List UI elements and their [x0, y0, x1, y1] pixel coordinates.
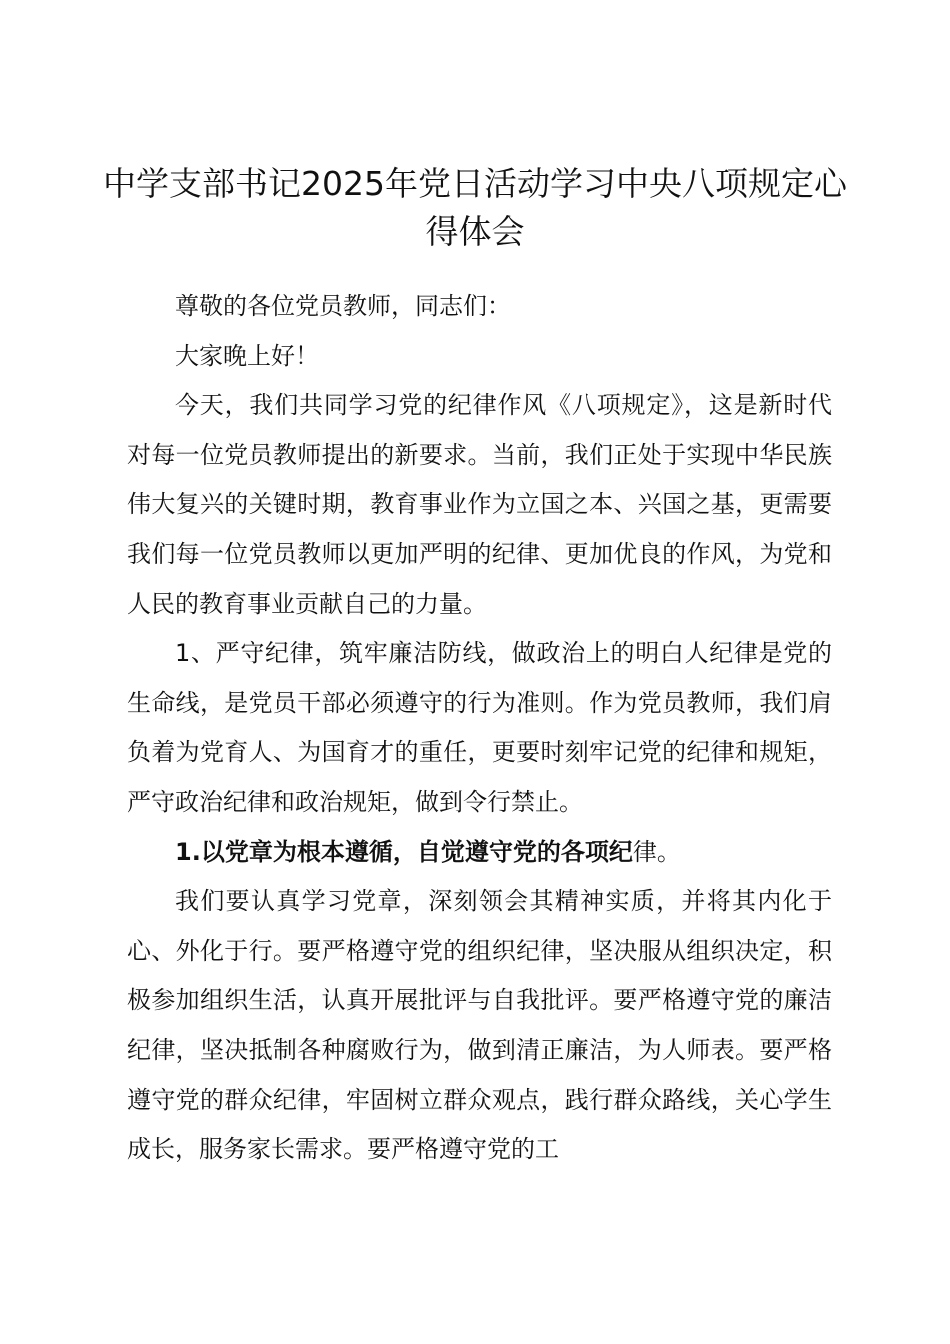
document-title: 中学支部书记2025年党日活动学习中央八项规定心得体会	[103, 164, 847, 251]
subheading-tail-text: 律。	[632, 837, 681, 866]
subheading-bold-text: 1.以党章为根本遵循，自觉遵守党的各项纪	[175, 837, 633, 866]
greeting-paragraph: 大家晚上好！	[175, 341, 319, 370]
subheading-paragraph	[127, 828, 832, 878]
intro-paragraph: 今天，我们共同学习党的纪律作风《八项规定》，这是新时代对每一位党员教师提出的新要求。当前，我们正处于实现中华民族伟大复兴的关键时期，教育事业作为立国之本、兴国之基，更需要我们每一位党员教师以更加严明的纪律、更加优良的作风，为党和人民的教育事业贡献自己的力量。	[127, 391, 832, 618]
party-constitution-paragraph: 我们要认真学习党章，深刻领会其精神实质，并将其内化于心、外化于行。要严格遵守党的组织纪律，坚决服从组织决定，积极参加组织生活，认真开展批评与自我批评。要严格遵守党的廉洁纪律，坚决抵制各种腐败行为，做到清正廉洁，为人师表。要严格遵守党的群众纪律，牢固树立群众观点，践行群众路线，关心学生成长，服务家长需求。要严格遵守党的工	[127, 887, 832, 1164]
salutation-paragraph: 尊敬的各位党员教师，同志们：	[175, 292, 511, 320]
document-body	[127, 282, 832, 1175]
section-one-paragraph: 1、严守纪律，筑牢廉洁防线，做政治上的明白人纪律是党的生命线，是党员干部必须遵守的行为准则。作为党员教师，我们肩负着为党育人、为国育才的重任，更要时刻牢记党的纪律和规矩，严守政治纪律和政治规矩，做到令行禁止。	[127, 639, 832, 816]
